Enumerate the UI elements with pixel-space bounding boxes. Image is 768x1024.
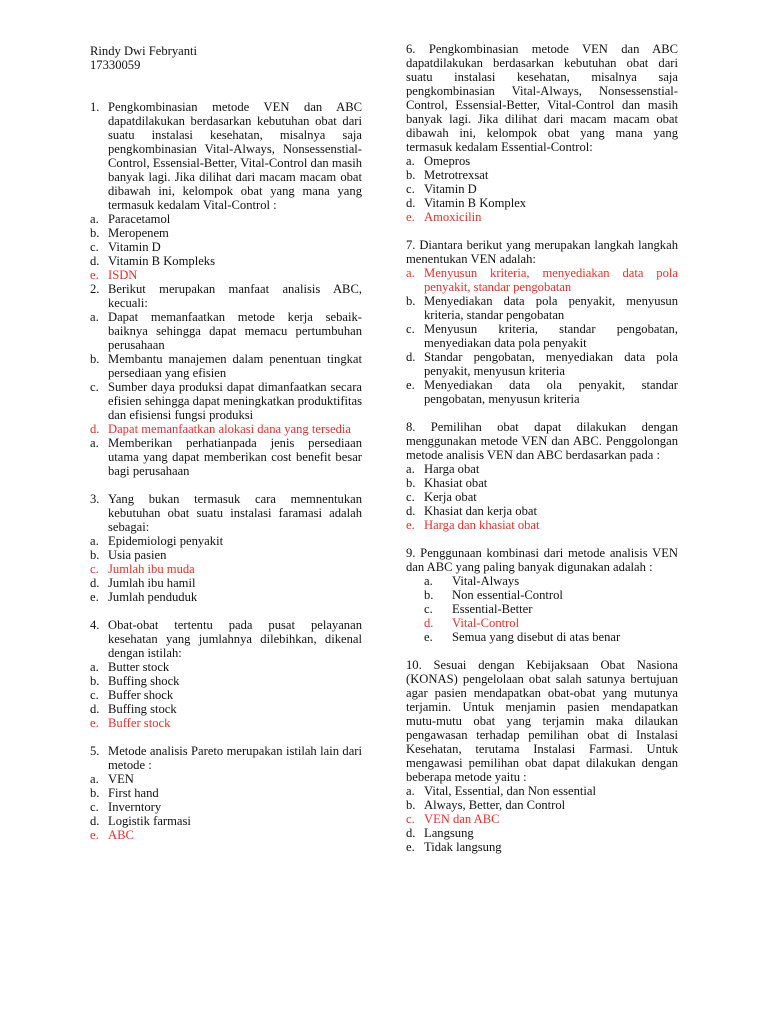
answer-option: [406, 588, 678, 602]
option-text: Inverntory: [108, 800, 162, 814]
answer-option: [406, 378, 678, 406]
option-letter: c.: [90, 688, 99, 702]
answer-option: [90, 534, 362, 548]
option-text: Menyediakan data ola penyakit, standar pengobatan, menyusun kriteria: [424, 378, 678, 406]
question-stem: 7. Diantara berikut yang merupakan langkah langkah menentukan VEN adalah:: [406, 238, 678, 266]
answer-option: [406, 168, 678, 182]
option-text: Usia pasien: [108, 548, 167, 562]
option-text: Vital-Always: [452, 574, 520, 588]
option-letter: e.: [90, 716, 99, 730]
option-text: Non essential-Control: [452, 588, 563, 602]
option-text: Butter stock: [108, 660, 170, 674]
answer-option: [406, 616, 678, 630]
option-letter: e.: [424, 630, 433, 644]
option-text: Sumber daya produksi dapat dimanfaatkan secara efisien sehingga dapat meningkatkan produktifitas dan efisiensi fungsi produksi: [108, 380, 362, 422]
option-letter: b.: [90, 786, 100, 800]
answer-option: [90, 828, 362, 842]
right-question-list: [406, 42, 678, 854]
option-letter: a.: [90, 660, 99, 674]
option-text: Vital-Control: [452, 616, 520, 630]
answer-option: [90, 814, 362, 828]
option-letter: d.: [424, 616, 434, 630]
option-letter: a.: [406, 784, 415, 798]
option-letter: c.: [406, 812, 415, 826]
question-stem: Metode analisis Pareto merupakan istilah lain dari metode :: [108, 744, 362, 772]
option-text: Amoxicilin: [424, 210, 482, 224]
answer-option: [90, 562, 362, 576]
answer-option: [406, 602, 678, 616]
answer-option: [406, 476, 678, 490]
answer-option: [406, 462, 678, 476]
question-6: [406, 42, 678, 224]
option-letter: a.: [90, 436, 99, 450]
question-number: 3.: [90, 492, 100, 506]
spacer: [406, 644, 678, 658]
option-letter: b.: [406, 294, 416, 308]
option-letter: c.: [406, 322, 415, 336]
answer-option: [406, 504, 678, 518]
option-text: Memberikan perhatianpada jenis persediaan utama yang dapat memberikan cost benefit besar bagi perusahaan: [108, 436, 362, 478]
question-9: [406, 546, 678, 644]
question-10: [406, 658, 678, 854]
question-2: [90, 282, 362, 478]
option-text: Buffing shock: [108, 674, 180, 688]
option-letter: a.: [90, 310, 99, 324]
answer-option: [90, 786, 362, 800]
answer-option: [406, 812, 678, 826]
option-letter: c.: [90, 240, 99, 254]
option-text: Always, Better, dan Control: [424, 798, 566, 812]
question-stem: 6. Pengkombinasian metode VEN dan ABC dapatdilakukan berdasarkan kebutuhan obat dari suatu instalasi kesehatan, misalnya saja pengkombinasian Vital-Always, Nonsessenstial-Control, Essensial-Better, Vital-Control dan masih banyak lagi. Jika dilihat dari macam macam obat dibawah ini, kelompok obat yang mana yang termasuk kedalam Essential-Control:: [406, 42, 678, 154]
answer-option: [406, 294, 678, 322]
option-text: Langsung: [424, 826, 474, 840]
question-stem: Berikut merupakan manfaat analisis ABC, kecuali:: [108, 282, 362, 310]
option-text: Metrotrexsat: [424, 168, 489, 182]
option-letter: c.: [90, 380, 99, 394]
option-text: ABC: [108, 828, 134, 842]
question-number: 4.: [90, 618, 100, 632]
option-text: Menyusun kriteria, standar pengobatan, menyediakan data pola penyakit: [424, 322, 678, 350]
option-letter: e.: [406, 840, 415, 854]
author-header: [90, 44, 362, 72]
answer-option: [90, 436, 362, 478]
spacer: [90, 478, 362, 492]
option-letter: e.: [406, 378, 415, 392]
option-text: Paracetamol: [108, 212, 171, 226]
answer-option: [406, 840, 678, 854]
option-letter: c.: [424, 602, 433, 616]
question-3: [90, 492, 362, 604]
option-letter: b.: [406, 476, 416, 490]
option-text: Buffer stock: [108, 716, 171, 730]
option-text: Vitamin B Komplex: [424, 196, 527, 210]
answer-option: [406, 196, 678, 210]
question-stem: 9. Penggunaan kombinasi dari metode analisis VEN dan ABC yang paling banyak digunakan adalah :: [406, 546, 678, 574]
answer-option: [90, 310, 362, 352]
answer-option: [406, 826, 678, 840]
option-letter: d.: [406, 826, 416, 840]
student-id: 17330059: [90, 58, 141, 72]
spacer: [406, 532, 678, 546]
answer-option: [90, 422, 362, 436]
option-text: VEN dan ABC: [424, 812, 500, 826]
spacer: [406, 224, 678, 238]
author-name: Rindy Dwi Febryanti: [90, 44, 198, 58]
answer-option: [406, 518, 678, 532]
question-1: [90, 100, 362, 282]
option-text: Dapat memanfaatkan metode kerja sebaik-baiknya sehingga dapat memacu pertumbuhan perusahaan: [108, 310, 362, 352]
option-letter: e.: [406, 518, 415, 532]
option-letter: d.: [90, 254, 100, 268]
answer-option: [90, 254, 362, 268]
question-number: 1.: [90, 100, 100, 114]
option-text: Standar pengobatan, menyediakan data pola penyakit, menyusun kriteria: [424, 350, 678, 378]
answer-option: [90, 716, 362, 730]
option-letter: d.: [90, 576, 100, 590]
answer-option: [406, 182, 678, 196]
option-letter: b.: [424, 588, 434, 602]
option-text: Harga obat: [424, 462, 480, 476]
answer-option: [406, 154, 678, 168]
option-text: Meropenem: [108, 226, 169, 240]
question-7: [406, 238, 678, 406]
option-letter: d.: [406, 504, 416, 518]
answer-option: [90, 702, 362, 716]
option-letter: b.: [406, 798, 416, 812]
answer-option: [406, 784, 678, 798]
answer-option: [90, 772, 362, 786]
option-text: Buffing stock: [108, 702, 177, 716]
option-text: Vital, Essential, dan Non essential: [424, 784, 597, 798]
answer-option: [90, 688, 362, 702]
option-text: Khasiat dan kerja obat: [424, 504, 537, 518]
option-letter: e.: [90, 828, 99, 842]
answer-option: [90, 590, 362, 604]
option-text: Semua yang disebut di atas benar: [452, 630, 621, 644]
answer-option: [90, 212, 362, 226]
question-number: 5.: [90, 744, 100, 758]
option-text: VEN: [108, 772, 134, 786]
answer-option: [90, 660, 362, 674]
option-letter: d.: [90, 702, 100, 716]
option-letter: a.: [90, 772, 99, 786]
spacer: [90, 604, 362, 618]
answer-option: [90, 380, 362, 422]
option-text: Menyediakan data pola penyakit, menyusun kriteria, standar pengobatan: [424, 294, 678, 322]
option-letter: b.: [90, 352, 100, 366]
question-stem: Yang bukan termasuk cara memnentukan kebutuhan obat suatu instalasi faramasi adalah sebagai:: [108, 492, 362, 534]
answer-option: [90, 268, 362, 282]
option-text: Membantu manajemen dalam penentuan tingkat persediaan yang efisien: [108, 352, 362, 380]
option-letter: c.: [406, 490, 415, 504]
option-text: Jumlah ibu hamil: [108, 576, 196, 590]
answer-option: [406, 574, 678, 588]
option-text: Jumlah penduduk: [108, 590, 198, 604]
answer-option: [90, 548, 362, 562]
answer-option: [406, 798, 678, 812]
spacer: [406, 406, 678, 420]
question-stem: 8. Pemilihan obat dapat dilakukan dengan menggunakan metode VEN dan ABC. Penggolongan metode analisis VEN dan ABC berdasarkan pada :: [406, 420, 678, 462]
answer-option: [406, 490, 678, 504]
option-letter: c.: [406, 182, 415, 196]
option-letter: a.: [406, 266, 415, 280]
question-stem: Obat-obat tertentu pada pusat pelayanan kesehatan yang jumlahnya dilebihkan, dikenal dengan istilah:: [108, 618, 362, 660]
answer-option: [90, 240, 362, 254]
option-letter: d.: [406, 196, 416, 210]
option-text: Vitamin B Kompleks: [108, 254, 215, 268]
option-letter: d.: [406, 350, 416, 364]
option-letter: a.: [90, 534, 99, 548]
question-number: 2.: [90, 282, 100, 296]
option-text: Harga dan khasiat obat: [424, 518, 540, 532]
question-stem: Pengkombinasian metode VEN dan ABC dapatdilakukan berdasarkan kebutuhan obat dari suatu instalasi kesehatan, misalnya saja pengkombinasian Vital-Always, Nonsessenstial-Control, Essensial-Better, Vital-Control dan masih banyak lagi. Jika dilihat dari macam macam obat dibawah ini, kelompok obat yang mana yang termasuk kedalam Vital-Control :: [108, 100, 362, 212]
option-letter: b.: [90, 548, 100, 562]
answer-option: [406, 210, 678, 224]
option-text: Khasiat obat: [424, 476, 488, 490]
option-letter: b.: [406, 168, 416, 182]
option-text: Essential-Better: [452, 602, 533, 616]
option-letter: b.: [90, 674, 100, 688]
option-letter: d.: [90, 814, 100, 828]
left-question-list: [90, 100, 362, 842]
option-text: Vitamin D: [108, 240, 161, 254]
option-text: ISDN: [108, 268, 138, 282]
option-letter: b.: [90, 226, 100, 240]
answer-option: [406, 350, 678, 378]
option-letter: a.: [406, 154, 415, 168]
option-letter: e.: [406, 210, 415, 224]
option-letter: d.: [90, 422, 100, 436]
option-text: Jumlah ibu muda: [108, 562, 195, 576]
question-5: [90, 744, 362, 842]
answer-option: [90, 674, 362, 688]
answer-option: [406, 266, 678, 294]
option-text: Tidak langsung: [424, 840, 502, 854]
option-text: Omepros: [424, 154, 471, 168]
option-letter: a.: [406, 462, 415, 476]
answer-option: [90, 576, 362, 590]
answer-option: [90, 352, 362, 380]
question-stem: 10. Sesuai dengan Kebijaksaan Obat Nasiona (KONAS) pengelolaan obat salah satunya bertujuan agar pasien mendapatkan obat-obat yang mutunya terjamin. Untuk menjamin pasien mendapatkan mutu-mutu obat yang terjamin maka dilaukan pengawasan terhadap pemilihan obat di Instalasi Kesehatan, terutama Instalasi Farmasi. Untuk mengawasi pemilihan obat dapat dilakukan dengan beberapa metode yaitu :: [406, 658, 678, 784]
option-letter: a.: [424, 574, 433, 588]
question-8: [406, 420, 678, 532]
option-text: Dapat memanfaatkan alokasi dana yang tersedia: [108, 422, 352, 436]
option-letter: a.: [90, 212, 99, 226]
option-text: Menyusun kriteria, menyediakan data pola penyakit, standar pengobatan: [424, 266, 678, 294]
option-text: Vitamin D: [424, 182, 477, 196]
option-text: Epidemiologi penyakit: [108, 534, 224, 548]
option-letter: e.: [90, 268, 99, 282]
spacer: [90, 730, 362, 744]
answer-option: [90, 226, 362, 240]
option-text: Logistik farmasi: [108, 814, 191, 828]
option-letter: e.: [90, 590, 99, 604]
right-column: [406, 0, 678, 854]
left-column: [90, 0, 362, 842]
option-letter: c.: [90, 800, 99, 814]
option-text: Kerja obat: [424, 490, 477, 504]
option-text: Buffer shock: [108, 688, 174, 702]
answer-option: [406, 630, 678, 644]
question-4: [90, 618, 362, 730]
answer-option: [90, 800, 362, 814]
option-letter: c.: [90, 562, 99, 576]
option-text: First hand: [108, 786, 159, 800]
answer-option: [406, 322, 678, 350]
